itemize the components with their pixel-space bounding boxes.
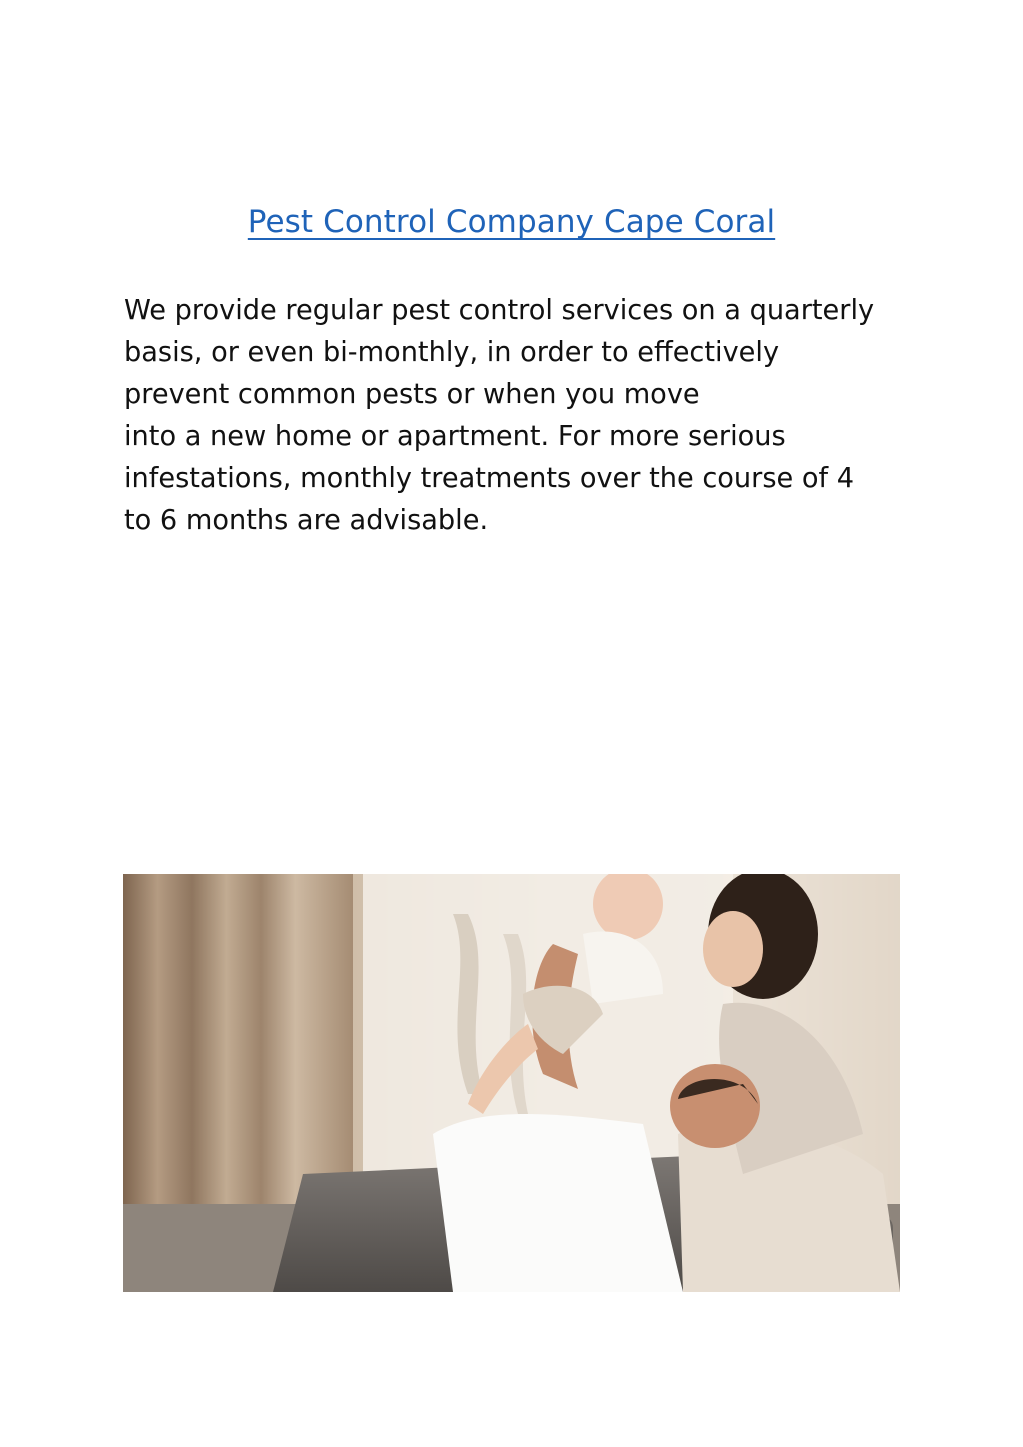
paragraph-line: to 6 months are advisable.	[124, 505, 489, 536]
title-container	[0, 204, 1023, 240]
paragraph-line: into a new home or apartment. For more serious	[124, 421, 786, 452]
title-link[interactable]: Pest Control Company Cape Coral	[247, 204, 776, 240]
paragraph-line: prevent common pests or when you move	[124, 379, 700, 410]
family-photo	[123, 874, 900, 1292]
paragraph-line: We provide regular pest control services on a quarterly	[124, 295, 875, 326]
body-paragraph	[124, 290, 914, 542]
paragraph-line: infestations, monthly treatments over the course of 4	[124, 463, 855, 494]
family-photo-illustration	[123, 874, 900, 1292]
paragraph-line: basis, or even bi-monthly, in order to effectively	[124, 337, 780, 368]
